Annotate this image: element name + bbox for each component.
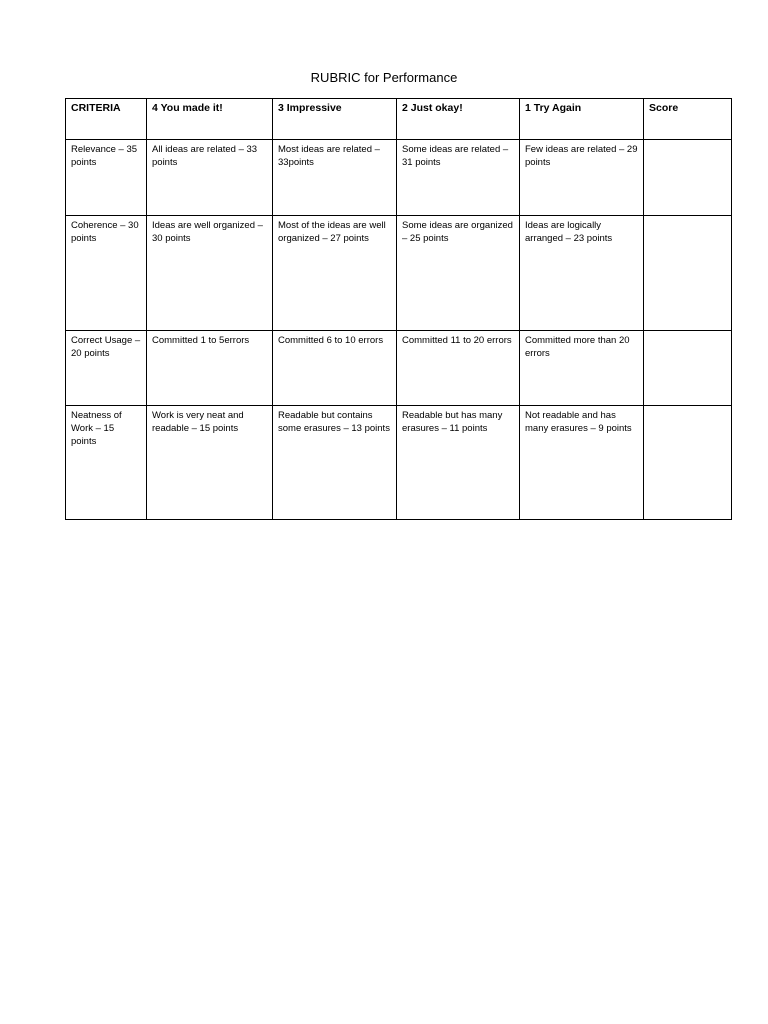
header-level-1: 1 Try Again: [520, 99, 644, 140]
level-4-cell: Work is very neat and readable – 15 points: [147, 406, 273, 520]
page-title: RUBRIC for Performance: [310, 70, 458, 85]
criteria-cell: Correct Usage – 20 points: [66, 331, 147, 406]
level-4-cell: All ideas are related – 33 points: [147, 140, 273, 216]
criteria-cell: Relevance – 35 points: [66, 140, 147, 216]
level-2-cell: Readable but has many erasures – 11 points: [397, 406, 520, 520]
level-3-cell: Most of the ideas are well organized – 27 points: [273, 216, 397, 331]
level-3-cell: Readable but contains some erasures – 13 points: [273, 406, 397, 520]
rubric-table: [65, 98, 732, 520]
level-2-cell: Committed 11 to 20 errors: [397, 331, 520, 406]
level-2-cell: Some ideas are organized – 25 points: [397, 216, 520, 331]
header-level-4: 4 You made it!: [147, 99, 273, 140]
level-2-cell: Some ideas are related – 31 points: [397, 140, 520, 216]
header-score: Score: [644, 99, 732, 140]
header-criteria: CRITERIA: [66, 99, 147, 140]
score-cell: [644, 140, 732, 216]
level-1-cell: Not readable and has many erasures – 9 points: [520, 406, 644, 520]
level-4-cell: Committed 1 to 5errors: [147, 331, 273, 406]
level-4-cell: Ideas are well organized – 30 points: [147, 216, 273, 331]
table-row: [66, 140, 732, 216]
table-row: [66, 331, 732, 406]
level-1-cell: Few ideas are related – 29 points: [520, 140, 644, 216]
level-3-cell: Most ideas are related – 33points: [273, 140, 397, 216]
criteria-cell: Neatness of Work – 15 points: [66, 406, 147, 520]
table-header-row: [66, 99, 732, 140]
criteria-cell: Coherence – 30 points: [66, 216, 147, 331]
level-1-cell: Ideas are logically arranged – 23 points: [520, 216, 644, 331]
table-row: [66, 216, 732, 331]
score-cell: [644, 406, 732, 520]
level-1-cell: Committed more than 20 errors: [520, 331, 644, 406]
header-level-3: 3 Impressive: [273, 99, 397, 140]
score-cell: [644, 216, 732, 331]
header-level-2: 2 Just okay!: [397, 99, 520, 140]
level-3-cell: Committed 6 to 10 errors: [273, 331, 397, 406]
score-cell: [644, 331, 732, 406]
table-row: [66, 406, 732, 520]
